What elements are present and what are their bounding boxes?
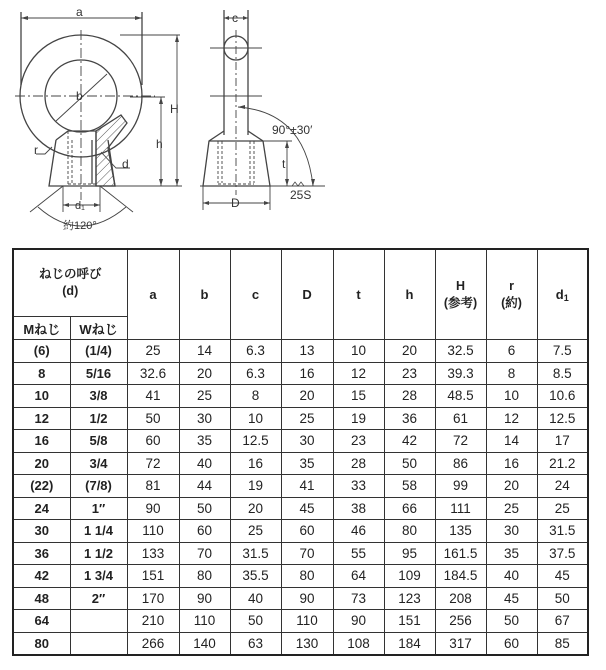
cell-c: 25 <box>230 520 281 543</box>
cell-d1: 21.2 <box>537 452 588 475</box>
cell-c: 8 <box>230 385 281 408</box>
header-H <box>435 249 486 340</box>
cell-a: 72 <box>127 452 179 475</box>
cell-t: 38 <box>333 497 384 520</box>
cell-m: 20 <box>13 452 70 475</box>
cell-w: 3/8 <box>70 385 127 408</box>
header-D: D <box>281 249 333 340</box>
technical-drawing <box>0 0 606 240</box>
cell-c: 35.5 <box>230 565 281 588</box>
cell-b: 110 <box>179 610 230 633</box>
dimension-label-d: d <box>122 157 129 171</box>
cell-r: 60 <box>486 632 537 655</box>
cell-w: 1 1/4 <box>70 520 127 543</box>
cell-H: 161.5 <box>435 542 486 565</box>
cell-h: 58 <box>384 475 435 498</box>
cell-c: 6.3 <box>230 340 281 363</box>
dimension-label-a: a <box>76 5 83 19</box>
dimension-spec-table <box>12 248 589 656</box>
cell-c: 19 <box>230 475 281 498</box>
cell-h: 42 <box>384 430 435 453</box>
cell-a: 110 <box>127 520 179 543</box>
cell-h: 66 <box>384 497 435 520</box>
cell-d1: 7.5 <box>537 340 588 363</box>
cell-D: 20 <box>281 385 333 408</box>
cell-H: 111 <box>435 497 486 520</box>
cell-a: 266 <box>127 632 179 655</box>
cell-t: 19 <box>333 407 384 430</box>
cell-t: 108 <box>333 632 384 655</box>
cell-h: 23 <box>384 362 435 385</box>
cell-a: 81 <box>127 475 179 498</box>
cell-a: 210 <box>127 610 179 633</box>
cell-r: 50 <box>486 610 537 633</box>
cell-r: 35 <box>486 542 537 565</box>
cell-H: 208 <box>435 587 486 610</box>
cell-D: 30 <box>281 430 333 453</box>
cell-t: 33 <box>333 475 384 498</box>
cell-m: 24 <box>13 497 70 520</box>
cell-w: (7/8) <box>70 475 127 498</box>
cell-c: 63 <box>230 632 281 655</box>
cell-a: 170 <box>127 587 179 610</box>
cell-m: 8 <box>13 362 70 385</box>
cell-d1: 31.5 <box>537 520 588 543</box>
dimension-label-t: t <box>282 157 286 171</box>
table-row <box>13 520 588 543</box>
cell-a: 133 <box>127 542 179 565</box>
cell-r: 20 <box>486 475 537 498</box>
cell-H: 32.5 <box>435 340 486 363</box>
cell-c: 10 <box>230 407 281 430</box>
header-c: c <box>230 249 281 340</box>
table-row <box>13 587 588 610</box>
cell-H: 317 <box>435 632 486 655</box>
cell-H: 61 <box>435 407 486 430</box>
cell-c: 20 <box>230 497 281 520</box>
header-r <box>486 249 537 340</box>
header-H-label: H <box>456 278 466 293</box>
cell-c: 50 <box>230 610 281 633</box>
cell-t: 73 <box>333 587 384 610</box>
cell-b: 70 <box>179 542 230 565</box>
cell-h: 151 <box>384 610 435 633</box>
cell-H: 72 <box>435 430 486 453</box>
cell-b: 30 <box>179 407 230 430</box>
cell-b: 44 <box>179 475 230 498</box>
cell-d1: 10.6 <box>537 385 588 408</box>
cell-r: 45 <box>486 587 537 610</box>
table-row <box>13 340 588 363</box>
cell-m: 42 <box>13 565 70 588</box>
cell-r: 30 <box>486 520 537 543</box>
header-r-note: (約) <box>501 295 522 310</box>
cell-h: 95 <box>384 542 435 565</box>
cell-w: 5/8 <box>70 430 127 453</box>
cell-H: 48.5 <box>435 385 486 408</box>
cell-w <box>70 632 127 655</box>
table-header-row <box>13 249 588 317</box>
cell-a: 50 <box>127 407 179 430</box>
cell-D: 45 <box>281 497 333 520</box>
cell-t: 12 <box>333 362 384 385</box>
cell-w: 1/2 <box>70 407 127 430</box>
cell-m: (6) <box>13 340 70 363</box>
cell-r: 10 <box>486 385 537 408</box>
cell-b: 35 <box>179 430 230 453</box>
header-thread-symbol: (d) <box>62 284 79 298</box>
table-row <box>13 565 588 588</box>
cell-m: (22) <box>13 475 70 498</box>
header-w-thread: Wねじ <box>70 317 127 340</box>
dimension-label-H: H <box>170 102 179 116</box>
cell-a: 90 <box>127 497 179 520</box>
cell-r: 12 <box>486 407 537 430</box>
table-row <box>13 497 588 520</box>
dimension-label-r: r <box>34 143 38 157</box>
cell-m: 10 <box>13 385 70 408</box>
cell-m: 64 <box>13 610 70 633</box>
cell-H: 135 <box>435 520 486 543</box>
table-row <box>13 632 588 655</box>
cell-b: 50 <box>179 497 230 520</box>
cell-H: 39.3 <box>435 362 486 385</box>
cell-H: 99 <box>435 475 486 498</box>
header-b: b <box>179 249 230 340</box>
dimension-label-D: D <box>231 196 240 210</box>
header-t: t <box>333 249 384 340</box>
cell-r: 40 <box>486 565 537 588</box>
cell-D: 35 <box>281 452 333 475</box>
cell-h: 28 <box>384 385 435 408</box>
cell-D: 80 <box>281 565 333 588</box>
cell-b: 25 <box>179 385 230 408</box>
cell-c: 12.5 <box>230 430 281 453</box>
cell-a: 60 <box>127 430 179 453</box>
cell-a: 25 <box>127 340 179 363</box>
header-d1 <box>537 249 588 340</box>
table-row <box>13 407 588 430</box>
cell-h: 184 <box>384 632 435 655</box>
cell-t: 15 <box>333 385 384 408</box>
cell-h: 80 <box>384 520 435 543</box>
cell-b: 20 <box>179 362 230 385</box>
cell-w: 5/16 <box>70 362 127 385</box>
cell-w: 1″ <box>70 497 127 520</box>
cell-a: 32.6 <box>127 362 179 385</box>
angle-label-90: 90°±30′ <box>272 123 313 137</box>
cell-r: 8 <box>486 362 537 385</box>
cell-w: 1 1/2 <box>70 542 127 565</box>
cell-d1: 45 <box>537 565 588 588</box>
cell-D: 60 <box>281 520 333 543</box>
cell-d1: 37.5 <box>537 542 588 565</box>
cell-w: 3/4 <box>70 452 127 475</box>
cell-D: 13 <box>281 340 333 363</box>
cell-h: 50 <box>384 452 435 475</box>
header-thread-size <box>13 249 127 317</box>
dimension-label-h: h <box>156 137 163 151</box>
header-H-note: (参考) <box>443 295 478 310</box>
cell-h: 36 <box>384 407 435 430</box>
cell-H: 256 <box>435 610 486 633</box>
cell-b: 140 <box>179 632 230 655</box>
table-row <box>13 430 588 453</box>
table-body <box>13 340 588 656</box>
header-m-thread: Mねじ <box>13 317 70 340</box>
cell-D: 90 <box>281 587 333 610</box>
header-h: h <box>384 249 435 340</box>
header-thread-title: ねじの呼び <box>39 267 102 281</box>
cell-H: 86 <box>435 452 486 475</box>
cell-t: 10 <box>333 340 384 363</box>
cell-c: 6.3 <box>230 362 281 385</box>
cell-w <box>70 610 127 633</box>
dimension-label-d1: d₁ <box>75 200 85 212</box>
cell-d1: 67 <box>537 610 588 633</box>
cell-t: 28 <box>333 452 384 475</box>
cell-c: 31.5 <box>230 542 281 565</box>
cell-t: 64 <box>333 565 384 588</box>
surface-finish-label: 25S <box>290 188 312 202</box>
cell-d1: 85 <box>537 632 588 655</box>
header-d1-sub: 1 <box>563 292 569 303</box>
table-row <box>13 385 588 408</box>
cell-b: 40 <box>179 452 230 475</box>
eye-nut-drawing-icon <box>0 0 606 240</box>
cell-t: 55 <box>333 542 384 565</box>
cell-m: 48 <box>13 587 70 610</box>
cell-b: 90 <box>179 587 230 610</box>
cell-t: 46 <box>333 520 384 543</box>
cell-b: 60 <box>179 520 230 543</box>
cell-D: 110 <box>281 610 333 633</box>
cell-r: 25 <box>486 497 537 520</box>
cell-m: 12 <box>13 407 70 430</box>
cell-m: 30 <box>13 520 70 543</box>
cell-d1: 12.5 <box>537 407 588 430</box>
cell-w: (1/4) <box>70 340 127 363</box>
header-d1-main: d <box>555 286 564 302</box>
cell-D: 41 <box>281 475 333 498</box>
cell-d1: 17 <box>537 430 588 453</box>
cell-m: 80 <box>13 632 70 655</box>
table-row <box>13 452 588 475</box>
cell-d1: 25 <box>537 497 588 520</box>
angle-label-120: 約120° <box>63 220 97 232</box>
cell-d1: 24 <box>537 475 588 498</box>
header-a: a <box>127 249 179 340</box>
cell-m: 16 <box>13 430 70 453</box>
cell-D: 130 <box>281 632 333 655</box>
cell-h: 123 <box>384 587 435 610</box>
cell-D: 25 <box>281 407 333 430</box>
cell-d1: 8.5 <box>537 362 588 385</box>
cell-b: 80 <box>179 565 230 588</box>
cell-t: 23 <box>333 430 384 453</box>
dimension-label-c: c <box>232 11 238 25</box>
cell-r: 6 <box>486 340 537 363</box>
cell-w: 2″ <box>70 587 127 610</box>
cell-m: 36 <box>13 542 70 565</box>
table-row <box>13 610 588 633</box>
cell-r: 14 <box>486 430 537 453</box>
cell-b: 14 <box>179 340 230 363</box>
cell-d1: 50 <box>537 587 588 610</box>
table-row <box>13 475 588 498</box>
cell-r: 16 <box>486 452 537 475</box>
cell-H: 184.5 <box>435 565 486 588</box>
table-row <box>13 542 588 565</box>
cell-D: 70 <box>281 542 333 565</box>
cell-a: 151 <box>127 565 179 588</box>
cell-c: 16 <box>230 452 281 475</box>
cell-h: 109 <box>384 565 435 588</box>
cell-a: 41 <box>127 385 179 408</box>
cell-w: 1 3/4 <box>70 565 127 588</box>
table-row <box>13 362 588 385</box>
header-r-label: r <box>509 278 514 293</box>
dimension-label-b: b <box>76 89 83 103</box>
cell-h: 20 <box>384 340 435 363</box>
cell-t: 90 <box>333 610 384 633</box>
cell-c: 40 <box>230 587 281 610</box>
cell-D: 16 <box>281 362 333 385</box>
